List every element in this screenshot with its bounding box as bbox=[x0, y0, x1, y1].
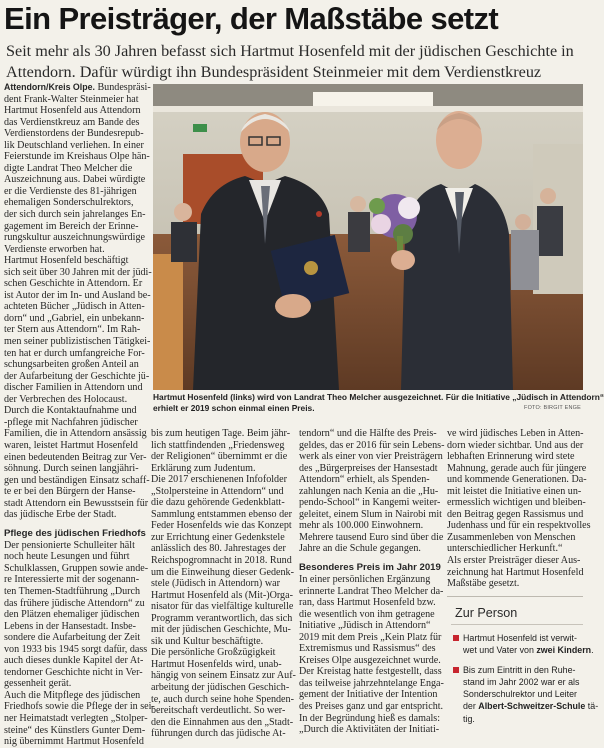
text-line: achteten Bücher „Jüdisch in Atten- bbox=[4, 301, 145, 313]
text-line: lebhaften Erinnerung wird stete bbox=[447, 451, 575, 463]
text-line: In der Begründung hieß es damals: bbox=[299, 712, 440, 724]
text-line: schungsarbeiten großen Anteil an bbox=[4, 359, 139, 371]
text-line: waren, leistet Hartmut Hosenfeld bbox=[4, 439, 138, 451]
text-line: Erklärung zum Judentum. bbox=[151, 462, 256, 474]
infobox-title: Zur Person bbox=[455, 606, 518, 620]
text-line: Programm verantwortlich, das sich bbox=[151, 612, 293, 624]
text-line: dorn“ und „Gabriel, ein unbekann- bbox=[4, 312, 145, 324]
body-text bbox=[299, 574, 444, 736]
article-column-2 bbox=[151, 428, 296, 740]
text-line: digte Landrat Theo Melcher die bbox=[4, 162, 133, 174]
text-line: Der Kreistag hatte festgestellt, dass bbox=[299, 666, 442, 678]
text-line: er die Verdienste des 81-jährigen bbox=[4, 185, 137, 197]
text-line: und kommende Generationen. Da- bbox=[447, 474, 587, 486]
infobox-text: der bbox=[463, 701, 479, 712]
text-line: nig übernimmt Hartmut Hosenfeld bbox=[4, 736, 144, 748]
text-line: sik und Kultur beschäftigte. bbox=[151, 635, 264, 647]
text-line: dorn wieder sichtbar. Und aus der bbox=[447, 439, 584, 451]
text-line: den Beitrag gegen Rassismus und bbox=[447, 508, 584, 520]
text-line: auch dieses dunkle Kapitel der At- bbox=[4, 655, 144, 667]
subheadline-line: Attendorn. Dafür würdigt ihn Bundespräsident Steinmeier mit dem Verdienstkreuz bbox=[6, 63, 542, 81]
text-line: ve wird jüdisches Leben in Atten- bbox=[447, 428, 584, 439]
text-line: ermesslich wichtigen und bleiben- bbox=[447, 497, 586, 509]
text-line: gagement im Bereich der Erinne- bbox=[4, 220, 139, 232]
bullet-square-icon bbox=[453, 635, 459, 641]
text-line: Durch die Kontaktaufnahme und bbox=[4, 405, 137, 417]
infobox-zur-person bbox=[447, 596, 599, 734]
dateline: Attendorn/Kreis Olpe. bbox=[4, 82, 95, 92]
text-line: Als erster Preisträger dieser Aus- bbox=[447, 555, 581, 567]
caption-line: erhielt er 2019 schon einmal einen Preis. bbox=[153, 403, 315, 413]
text-line: Lebens in der Hansestadt. Insbe- bbox=[4, 620, 137, 632]
text-line: der Aufarbeitung der Geschichte jü- bbox=[4, 370, 150, 382]
text-line: Auch die Mitpflege des jüdischen bbox=[4, 689, 141, 701]
text-line: gen und beständigen Einsatz schaff- bbox=[4, 474, 150, 486]
headline: Ein Preisträger, der Maßstäbe setzt bbox=[4, 1, 499, 36]
text-line: stadt Attendorn ein Bewusstsein für bbox=[4, 497, 149, 509]
text-line: noch heute Lesungen und führt bbox=[4, 551, 130, 563]
text-line: ten Themen-Stadtführung „Durch bbox=[4, 585, 141, 597]
text-line: Der pensionierte Schulleiter hält bbox=[4, 539, 135, 551]
text-line: te er bei den Bürgern der Hanse- bbox=[4, 486, 136, 498]
subheading: Pflege des jüdischen Friedhofs bbox=[4, 527, 146, 539]
text-line: führungen durch das jüdische At- bbox=[151, 728, 286, 740]
text-line: Reichspogromnacht in 2018. Rund bbox=[151, 555, 292, 567]
text-line: tendorn“ und die Hälfte des Preis- bbox=[299, 428, 437, 439]
body-text bbox=[4, 93, 152, 521]
photo-award-ceremony bbox=[153, 84, 583, 390]
infobox-line: stand im Jahr 2002 war er als bbox=[463, 676, 580, 687]
text-line: geleitet, einem Slum in Nairobi mit bbox=[299, 508, 442, 520]
text-line: Extremismus und Rassismus“ des bbox=[299, 643, 436, 655]
text-line: Verdienstordens der Bundesrepub- bbox=[4, 128, 144, 140]
text-line: einen bedeutenden Beitrag zur Ver- bbox=[4, 451, 147, 463]
infobox-line bbox=[463, 700, 599, 712]
text-line: Schulklassen, Gruppen sowie ande- bbox=[4, 562, 149, 574]
text-line: sich seit über 30 Jahren mit der jüdi- bbox=[4, 266, 152, 278]
infobox-emphasis: zwei Kindern bbox=[536, 645, 592, 656]
text-line: tendorner Geschichte nicht in Ver- bbox=[4, 666, 143, 678]
text-line: Friedhofs sowie die Pflege der in sei- bbox=[4, 701, 155, 713]
text-line: pendo-School“ in Kangemi weiter- bbox=[299, 497, 441, 509]
text-line: lich stattfindenden „Friedensweg bbox=[151, 439, 285, 451]
text-line: der Verbrechen des Holocaust. bbox=[4, 393, 128, 405]
photo-caption bbox=[153, 392, 604, 414]
text-line: von 1933 bis 1945 sorgt dafür, dass bbox=[4, 643, 148, 655]
text-line: te, auch durch seine hohe Spenden- bbox=[151, 693, 294, 705]
text-line: Attendorn“ erhielt, als Spenden- bbox=[299, 474, 430, 486]
text-line: Feder Hosenfelds wie das Konzept bbox=[151, 520, 292, 532]
text-line: werk als einer von vier Preisträgern bbox=[299, 451, 443, 463]
photo-credit: FOTO: BIRGIT ENGE bbox=[524, 405, 581, 411]
text-line: des „Bürgerpreises der Hansestadt bbox=[299, 462, 438, 474]
subheadline bbox=[6, 41, 583, 83]
intro-line bbox=[4, 82, 151, 94]
text-line: der sich durch sein jahrelanges En- bbox=[4, 209, 146, 221]
text-line: Verdienste erworben hat. bbox=[4, 243, 105, 255]
body-text bbox=[299, 428, 445, 555]
infobox-item bbox=[447, 664, 599, 725]
text-line: das frühere jüdische Attendorn“ zu bbox=[4, 597, 145, 609]
text-line: mit leistet die Initiative einen un- bbox=[447, 485, 582, 497]
text-line: mit der jüdischen Geschichte, Mu- bbox=[151, 624, 291, 636]
article-column-3 bbox=[299, 428, 445, 736]
text-line: „Stolpersteine in Attendorn“ und bbox=[151, 485, 284, 497]
text-line: In einer persönlichen Ergänzung bbox=[299, 574, 431, 586]
body-text: Bundespräsi- bbox=[97, 82, 151, 93]
infobox-line: tig. bbox=[463, 713, 475, 724]
text-line: um die Einweihung dieser Gedenk- bbox=[151, 566, 294, 578]
infobox-text: tä- bbox=[585, 701, 599, 712]
text-line: ner Heimatstadt verlegten „Stolper- bbox=[4, 712, 148, 724]
caption-line: Hartmut Hosenfeld (links) wird von Landrat Theo Melcher ausgezeichnet. Für die Initiative „Jüdisch in Attendorn“ bbox=[153, 392, 604, 402]
text-line: ter Stern aus Attendorn“. Im Rah- bbox=[4, 324, 141, 336]
text-line: ten hat er durch umfangreiche For- bbox=[4, 347, 145, 359]
text-line: zeichnung hat Hartmut Hosenfeld bbox=[447, 566, 584, 578]
article-column-1 bbox=[4, 82, 155, 748]
text-line: die dazu gehörende Gedenkblatt- bbox=[151, 497, 285, 509]
text-line: Die persönliche Großzügigkeit bbox=[151, 647, 276, 659]
text-line: bereitschaft verdeutlicht. So wer- bbox=[151, 705, 286, 717]
text-line: schen Geschichte in Attendorn. Er bbox=[4, 278, 143, 290]
text-line: anlässlich des 80. Jahrestages der bbox=[151, 543, 286, 555]
text-line: Zusammenleben von Menschen bbox=[447, 531, 576, 543]
text-line: die wesentlich von ihm getragene bbox=[299, 608, 435, 620]
text-line: „Durch die Aktivitäten der Initiati- bbox=[299, 724, 440, 736]
text-line: gement der Initiative der Intention bbox=[299, 689, 438, 701]
text-line: Familien, die in Attendorn ansässig bbox=[4, 428, 147, 440]
text-line: Hartmut Hosenfeld aus Attendorn bbox=[4, 105, 141, 117]
text-line: Hartmut Hosenfeld als (Mit-)Orga- bbox=[151, 589, 293, 601]
text-line: unterschiedlicher Herkunft.“ bbox=[447, 543, 563, 555]
bullet-square-icon bbox=[453, 667, 459, 673]
photo-illustration bbox=[153, 84, 583, 390]
text-line: discher Familien in Attendorn und bbox=[4, 382, 143, 394]
text-line: Auszeichnung aus. Dabei würdigte bbox=[4, 174, 146, 186]
text-line: das jüdische Erbe der Stadt. bbox=[4, 509, 117, 521]
text-line: ran, dass Hartmut Hosenfeld bzw. bbox=[299, 597, 436, 609]
text-line: Hartmut Hosenfelds wird, unab- bbox=[151, 658, 282, 670]
text-line: den die Einnahmen aus den „Stadt- bbox=[151, 716, 294, 728]
infobox-line: Bis zum Eintritt in den Ruhe- bbox=[463, 664, 576, 675]
subheading: Besonderes Preis im Jahr 2019 bbox=[299, 562, 441, 574]
text-line: lik Deutschland verliehen. In einer bbox=[4, 139, 144, 151]
text-line: Initiative „Jüdisch in Attendorn“ bbox=[299, 620, 431, 632]
text-line: ist Autor der im In- und Ausland be- bbox=[4, 289, 151, 301]
text-line: zahlungen nach Kenia an die „Hu- bbox=[299, 485, 439, 497]
text-line: das teilweise jahrzehntelange Enga- bbox=[299, 677, 444, 689]
text-line: Jahre an die Schule gegangen. bbox=[299, 543, 421, 555]
text-line: -pflege mit Nachfahren jüdischer bbox=[4, 416, 138, 428]
infobox-emphasis: Albert-Schweitzer-Schule bbox=[478, 701, 586, 712]
infobox-divider bbox=[451, 624, 583, 625]
text-line: mehr als 100.000 Einwohnern. bbox=[299, 520, 424, 532]
text-line: Mehrere tausend Euro sind über die bbox=[299, 531, 444, 543]
text-line: re Interessierte mit der sogenann- bbox=[4, 574, 140, 586]
infobox-line: Hartmut Hosenfeld ist verwit- bbox=[463, 633, 577, 643]
text-line: arbeitung der jüdischen Geschich- bbox=[151, 682, 290, 694]
text-line: Kreises Olpe ausgezeichnet wurde. bbox=[299, 654, 441, 666]
text-line: Hartmut Hosenfeld beschäftigt bbox=[4, 255, 129, 267]
text-line: zur Errichtung einer Gedenkstele bbox=[151, 531, 285, 543]
infobox-item bbox=[447, 632, 594, 657]
text-line: erinnerte Landrat Theo Melcher da- bbox=[299, 585, 444, 597]
infobox-line: Sonderschulrektor und Leiter bbox=[463, 689, 577, 700]
text-line: das Verdienstkreuz am Bande des bbox=[4, 116, 140, 128]
text-line: Mahnung, gerade auch für jüngere bbox=[447, 462, 587, 474]
text-line: Judenhass und für ein respektvolles bbox=[447, 520, 591, 532]
text-line: rungskultur auszeichnungswürdige bbox=[4, 232, 146, 244]
text-line: Sammlung entstammen ebenso der bbox=[151, 508, 293, 520]
text-line: dent Frank-Walter Steinmeier hat bbox=[4, 93, 139, 105]
text-line: 2019 mit dem Preis „Kein Platz für bbox=[299, 631, 442, 643]
text-line: bis zum heutigen Tage. Beim jähr- bbox=[151, 428, 291, 439]
text-line: hängig von seinem Einsatz zur Auf- bbox=[151, 670, 296, 682]
text-line: nisator für das vielfältige kulturelle bbox=[151, 601, 294, 613]
infobox-line bbox=[463, 644, 594, 656]
text-line: Feierstunde im Kreishaus Olpe hän- bbox=[4, 151, 150, 163]
text-line: sondere die Aufarbeitung der Zeit bbox=[4, 632, 141, 644]
body-text bbox=[4, 539, 155, 748]
text-line: Die 2017 erschienenen Infofolder bbox=[151, 474, 287, 486]
text-line: steine“ des Künstlers Gunter Dem- bbox=[4, 724, 146, 736]
text-line: söhnung. Durch seinen langjähri- bbox=[4, 463, 139, 475]
text-line: men seiner publizistischen Tätigkei- bbox=[4, 336, 151, 348]
text-line: geldes, das er 2016 für sein Lebens- bbox=[299, 439, 445, 451]
text-line: stele (Jüdisch in Attendorn) war bbox=[151, 578, 280, 590]
text-line: ehemaligen Sonderschulrektors, bbox=[4, 197, 134, 209]
article-column-4 bbox=[447, 428, 591, 590]
text-line: gessenheit gerät. bbox=[4, 678, 72, 690]
text-line: Maßstäbe gesetzt. bbox=[447, 578, 520, 590]
infobox-text: wet und Vater von bbox=[463, 645, 537, 656]
text-line: des Preises ganz und gar entspricht. bbox=[299, 701, 444, 713]
text-line: den Plätzen ehemaliger jüdischen bbox=[4, 609, 140, 621]
text-line: der Religionen“ übernimmt er die bbox=[151, 451, 288, 463]
infobox-text: . bbox=[591, 645, 594, 656]
subheadline-line: Seit mehr als 30 Jahren befasst sich Hartmut Hosenfeld mit der jüdischen Geschichte in bbox=[6, 42, 574, 60]
